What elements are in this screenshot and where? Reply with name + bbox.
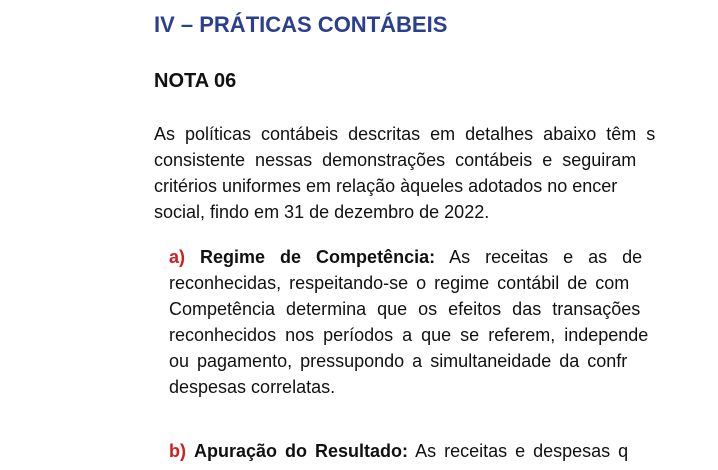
item-line: reconhecidas, respeitando-se o regime contábil de com (169, 273, 630, 293)
note-title: NOTA 06 (154, 70, 237, 92)
item-regime-competencia (169, 244, 718, 400)
item-text: As receitas e as de (449, 247, 643, 267)
intro-line: social, findo em 31 de dezembro de 2022. (154, 202, 490, 222)
item-letter: a) (169, 247, 186, 267)
item-line: despesas correlatas. (169, 377, 336, 397)
intro-paragraph (154, 121, 718, 225)
item-line: reconhecidos nos períodos a que se referem, independe (169, 325, 649, 345)
intro-line: consistente nessas demonstrações contábeis e seguiram (154, 150, 637, 170)
item-first-line (169, 438, 718, 464)
item-letter: b) (169, 441, 186, 461)
section-title: IV – PRÁTICAS CONTÁBEIS (154, 12, 448, 37)
item-text: As receitas e despesas q (415, 441, 629, 461)
item-first-line (169, 244, 718, 270)
intro-line: critérios uniformes em relação àqueles adotados no encer (154, 176, 618, 196)
item-line: ou pagamento, pressupondo a simultaneidade da confr (169, 351, 628, 371)
item-term: Regime de Competência: (200, 247, 436, 267)
item-line: Competência determina que os efeitos das transações (169, 299, 641, 319)
intro-line: As políticas contábeis descritas em detalhes abaixo têm s (154, 124, 656, 144)
item-apuracao-resultado (169, 438, 718, 464)
item-term: Apuração do Resultado: (194, 441, 409, 461)
